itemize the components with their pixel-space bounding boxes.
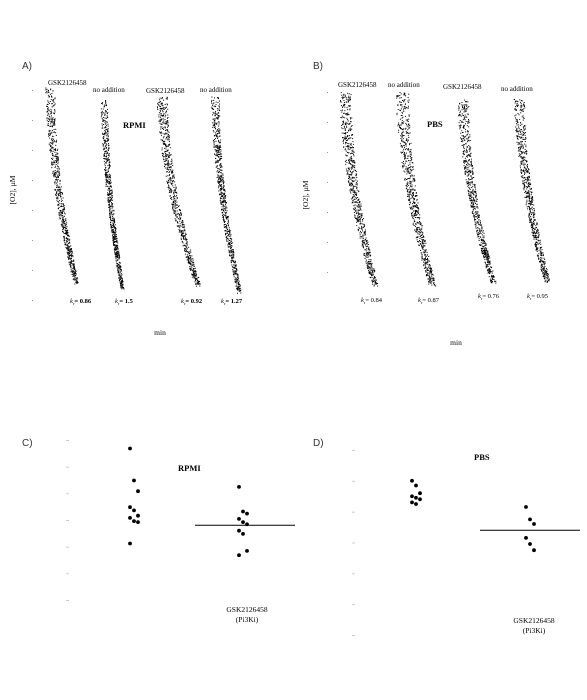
panel-a-trace-2-label: no addition [93,86,125,94]
panel-a-k-4: $k_r= 1.27$ [221,298,243,306]
panel-d-series-1-point [418,491,422,495]
panel-d-axis-tick [352,481,355,482]
panel-d-letter: D) [313,438,324,449]
panel-d-plot [352,450,580,636]
faint-tick [327,182,328,183]
panel-b-ylabel: [O2], µM [301,180,310,210]
panel-d-series-2-point [524,505,528,509]
panel-d-series-1-point [414,496,418,500]
panel-c-series-1-point [136,520,140,524]
panel-c-series-2-point [241,532,245,536]
panel-d-axis-tick [352,573,355,574]
panel-c-series-1-point [128,516,132,520]
panel-c-series-1-point [128,447,132,451]
panel-b-trace-3-label: GSK2126458 [443,83,482,91]
panel-d-axis-tick [352,543,355,544]
panel-c-series-1-point [136,514,140,518]
faint-tick [327,272,328,273]
faint-tick [32,120,33,121]
panel-a-ylabel: [O2], µM [8,175,17,205]
panel-a [8,61,243,337]
panel-c-series-1-point [128,505,132,509]
panel-b-letter: B) [313,61,323,72]
panel-a-trace-1 [45,88,78,285]
panel-b-trace-1 [340,92,378,286]
panel-d-axis-tick [352,512,355,513]
faint-tick [32,210,33,211]
panel-c-axis-tick [66,573,69,574]
panel-b [301,61,550,347]
panel-c [22,438,295,624]
panel-d-series-2-point [532,522,536,526]
panel-d-axis-tick [352,450,355,451]
panel-c-series-1-point [132,509,136,513]
faint-tick [327,212,328,213]
faint-tick [32,270,33,271]
panel-c-category-2-line-2: (Pi3Ki) [235,615,259,624]
panel-c-axis-tick [66,547,69,548]
panel-b-trace-4 [514,99,550,283]
panel-c-axis-tick [66,440,69,441]
panel-a-trace-4-label: no addition [200,86,232,94]
panel-c-axis-tick [66,493,69,494]
panel-c-series-2-point [245,549,249,553]
panel-d-series-2-point [524,536,528,540]
panel-d-category-2-line-1: GSK2126458 [513,616,555,625]
faint-tick [32,240,33,241]
panel-c-series-2-point [237,517,241,521]
panel-c-axis-tick [66,467,69,468]
panel-a-trace-2 [101,100,125,290]
panel-a-k-3: $k_r= 0.92$ [181,298,203,306]
panel-b-trace-3 [458,100,496,284]
panel-d-series-2-point [528,542,532,546]
panel-c-series-2-point [241,510,245,514]
panel-a-k-1: $k_r= 0.86$ [70,298,92,306]
panel-b-k-2: $k_r= 0.87$ [418,297,440,305]
panel-c-series-2-point [237,485,241,489]
panel-c-series-2-point [241,520,245,524]
panel-b-trace-1-label: GSK2126458 [338,81,377,89]
panel-c-series-1-point [132,519,136,523]
panel-d-series-1-point [414,484,418,488]
panel-d-series-1-point [410,494,414,498]
panel-a-trace-3-label: GSK2126458 [146,87,185,95]
panel-c-series-1-point [132,479,136,483]
panel-b-k-3: $k_r= 0.76$ [478,293,500,301]
panel-c-title: RPMI [178,463,201,473]
panel-c-series-1-point [136,489,140,493]
faint-tick [32,180,33,181]
faint-tick [327,242,328,243]
panel-c-axis-tick [66,600,69,601]
panel-c-category-2-line-1: GSK2126458 [226,605,268,614]
panel-d-series-1-point [410,479,414,483]
panel-a-title: RPMI [123,120,146,130]
panel-d-series-1-point [414,502,418,506]
panel-b-trace-4-label: no addition [501,85,533,93]
panel-a-trace-4 [211,97,241,294]
faint-tick [32,300,33,301]
panel-c-letter: C) [22,438,33,449]
panel-c-series-2-point [245,512,249,516]
panel-d [313,438,580,636]
panel-d-title: PBS [474,452,490,462]
panel-b-k-4: $k_r= 0.95$ [527,293,549,301]
panel-b-title: PBS [427,119,443,129]
panel-d-series-2-point [528,518,532,522]
panel-d-axis-tick [352,635,355,636]
faint-tick [327,122,328,123]
panel-c-series-2-point [237,529,241,533]
panel-c-series-2-point [237,553,241,557]
panel-d-series-2-point [532,548,536,552]
panel-a-letter: A) [22,61,32,72]
faint-tick [327,152,328,153]
faint-tick [32,150,33,151]
panel-b-trace-2-label: no addition [388,81,420,89]
panel-a-k-2: $k_r= 1.5$ [115,298,133,306]
panel-d-series-1-point [410,501,414,505]
panel-d-series-1-point [418,497,422,501]
panel-d-category-2-line-2: (Pi3Ki) [522,626,546,635]
panel-a-trace-3 [157,97,200,287]
panel-b-k-1: $k_r= 0.84$ [361,297,383,305]
panel-a-trace-1-label: GSK2126458 [48,79,87,87]
panel-c-series-1-point [128,542,132,546]
panel-a-xlabel: min [154,328,166,337]
faint-tick [327,92,328,93]
panel-b-xlabel: min [450,338,462,347]
panel-c-axis-tick [66,520,69,521]
panel-d-axis-tick [352,604,355,605]
faint-tick [32,90,33,91]
